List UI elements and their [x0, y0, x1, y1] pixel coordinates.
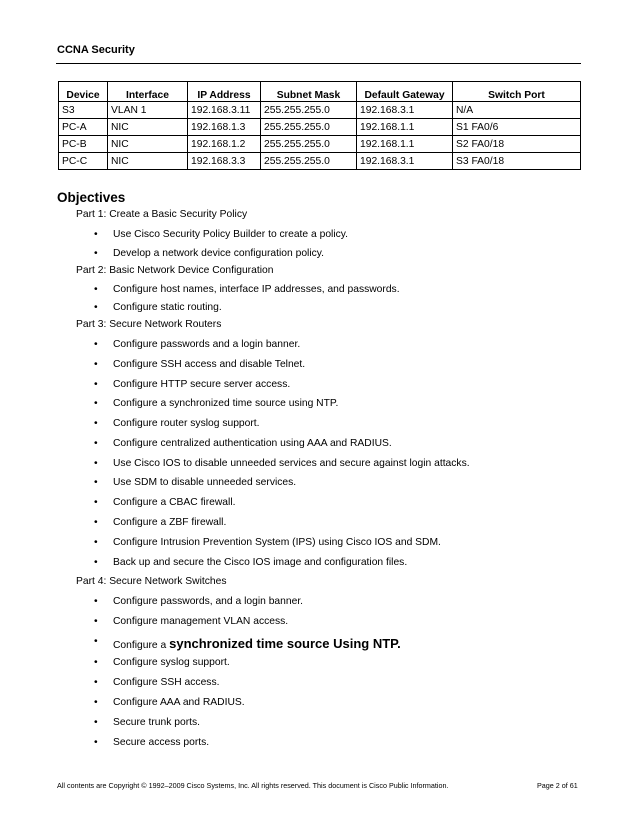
list-item-text: Configure SSH access and disable Telnet.	[113, 359, 306, 370]
column-header-switch-port: Switch Port	[453, 82, 581, 102]
header-rule	[56, 63, 581, 64]
bullet-icon: •	[94, 284, 98, 295]
bullet-icon: •	[94, 737, 98, 748]
table-cell: NIC	[108, 153, 188, 170]
bullet-icon: •	[94, 517, 98, 528]
table-row	[59, 119, 581, 136]
table-cell: 192.168.3.1	[357, 102, 453, 119]
bullet-icon: •	[94, 636, 98, 647]
table-cell: VLAN 1	[108, 102, 188, 119]
table-cell: 192.168.3.1	[357, 153, 453, 170]
bullet-icon: •	[94, 302, 98, 313]
bullet-icon: •	[94, 697, 98, 708]
list-item-text: Configure a CBAC firewall.	[113, 497, 236, 508]
bullet-icon: •	[94, 229, 98, 240]
bullet-icon: •	[94, 458, 98, 469]
bullet-icon: •	[94, 477, 98, 488]
objectives-heading: Objectives	[57, 190, 126, 205]
table-cell: S1 FA0/6	[453, 119, 581, 136]
bullet-icon: •	[94, 398, 98, 409]
table-cell: NIC	[108, 119, 188, 136]
part-2-title: Part 2: Basic Network Device Configuration	[76, 265, 274, 276]
list-item-text: Use SDM to disable unneeded services.	[113, 477, 297, 488]
bullet-icon: •	[94, 438, 98, 449]
list-item-text: Back up and secure the Cisco IOS image and configuration files.	[113, 557, 408, 568]
table-cell: 192.168.1.2	[188, 136, 261, 153]
bullet-icon: •	[94, 657, 98, 668]
table-cell: PC-C	[59, 153, 108, 170]
bullet-icon: •	[94, 339, 98, 350]
part-4-title: Part 4: Secure Network Switches	[76, 576, 227, 587]
list-item-text: Configure a synchronized time source using NTP.	[113, 398, 339, 409]
bullet-icon: •	[94, 677, 98, 688]
part-3-title: Part 3: Secure Network Routers	[76, 319, 222, 330]
list-item-text: Configure passwords, and a login banner.	[113, 596, 304, 607]
list-item-text: Configure Intrusion Prevention System (IPS) using Cisco IOS and SDM.	[113, 537, 441, 548]
list-item-text: Configure syslog support.	[113, 657, 230, 668]
table-cell: 192.168.3.3	[188, 153, 261, 170]
list-item-text: Configure a ZBF firewall.	[113, 517, 227, 528]
table-row	[59, 136, 581, 153]
table-cell: S3	[59, 102, 108, 119]
table-cell: 192.168.1.3	[188, 119, 261, 136]
page-header-title: CCNA Security	[57, 44, 135, 56]
footer-page-number: Page 2 of 61	[537, 781, 578, 790]
list-item-text: Configure AAA and RADIUS.	[113, 697, 245, 708]
table-cell: S2 FA0/18	[453, 136, 581, 153]
table-cell: 255.255.255.0	[261, 153, 357, 170]
column-header-ip-address: IP Address	[188, 82, 261, 102]
list-item-text: Configure centralized authentication using AAA and RADIUS.	[113, 438, 392, 449]
list-item-text: Secure access ports.	[113, 737, 210, 748]
table-cell: S3 FA0/18	[453, 153, 581, 170]
table-cell: PC-B	[59, 136, 108, 153]
addressing-table	[58, 81, 581, 170]
bullet-icon: •	[94, 717, 98, 728]
list-item-text: Configure HTTP secure server access.	[113, 379, 291, 390]
bullet-icon: •	[94, 596, 98, 607]
list-item-text	[113, 636, 401, 651]
list-item-text: Configure SSH access.	[113, 677, 220, 688]
list-item-text: Use Cisco IOS to disable unneeded services and secure against login attacks.	[113, 458, 470, 469]
table-row	[59, 153, 581, 170]
table-cell: PC-A	[59, 119, 108, 136]
column-header-default-gateway: Default Gateway	[357, 82, 453, 102]
list-item-text: Configure passwords and a login banner.	[113, 339, 301, 350]
list-item-text: Configure static routing.	[113, 302, 222, 313]
table-cell: 255.255.255.0	[261, 136, 357, 153]
table-cell: 192.168.1.1	[357, 119, 453, 136]
table-header-row	[59, 82, 581, 102]
list-item-text: Secure trunk ports.	[113, 717, 200, 728]
table-cell: 255.255.255.0	[261, 102, 357, 119]
table-cell: 192.168.3.11	[188, 102, 261, 119]
column-header-interface: Interface	[108, 82, 188, 102]
footer-copyright: All contents are Copyright © 1992–2009 Cisco Systems, Inc. All rights reserved. This document is Cisco Public Information.	[57, 781, 449, 790]
column-header-device: Device	[59, 82, 108, 102]
part-1-title: Part 1: Create a Basic Security Policy	[76, 209, 248, 220]
list-item-text: Use Cisco Security Policy Builder to create a policy.	[113, 229, 349, 240]
table-cell: 192.168.1.1	[357, 136, 453, 153]
table-cell: 255.255.255.0	[261, 119, 357, 136]
ntp-item-prefix: Configure a	[113, 640, 170, 651]
ntp-item-emphasis: synchronized time source Using NTP.	[169, 636, 401, 651]
bullet-icon: •	[94, 616, 98, 627]
list-item-text: Configure management VLAN access.	[113, 616, 289, 627]
list-item-text: Configure host names, interface IP addresses, and passwords.	[113, 284, 400, 295]
column-header-subnet-mask: Subnet Mask	[261, 82, 357, 102]
list-item-text: Configure router syslog support.	[113, 418, 260, 429]
bullet-icon: •	[94, 248, 98, 259]
table-cell: NIC	[108, 136, 188, 153]
bullet-icon: •	[94, 557, 98, 568]
bullet-icon: •	[94, 379, 98, 390]
list-item-text: Develop a network device configuration policy.	[113, 248, 325, 259]
bullet-icon: •	[94, 497, 98, 508]
bullet-icon: •	[94, 537, 98, 548]
bullet-icon: •	[94, 418, 98, 429]
table-cell: N/A	[453, 102, 581, 119]
bullet-icon: •	[94, 359, 98, 370]
table-row	[59, 102, 581, 119]
